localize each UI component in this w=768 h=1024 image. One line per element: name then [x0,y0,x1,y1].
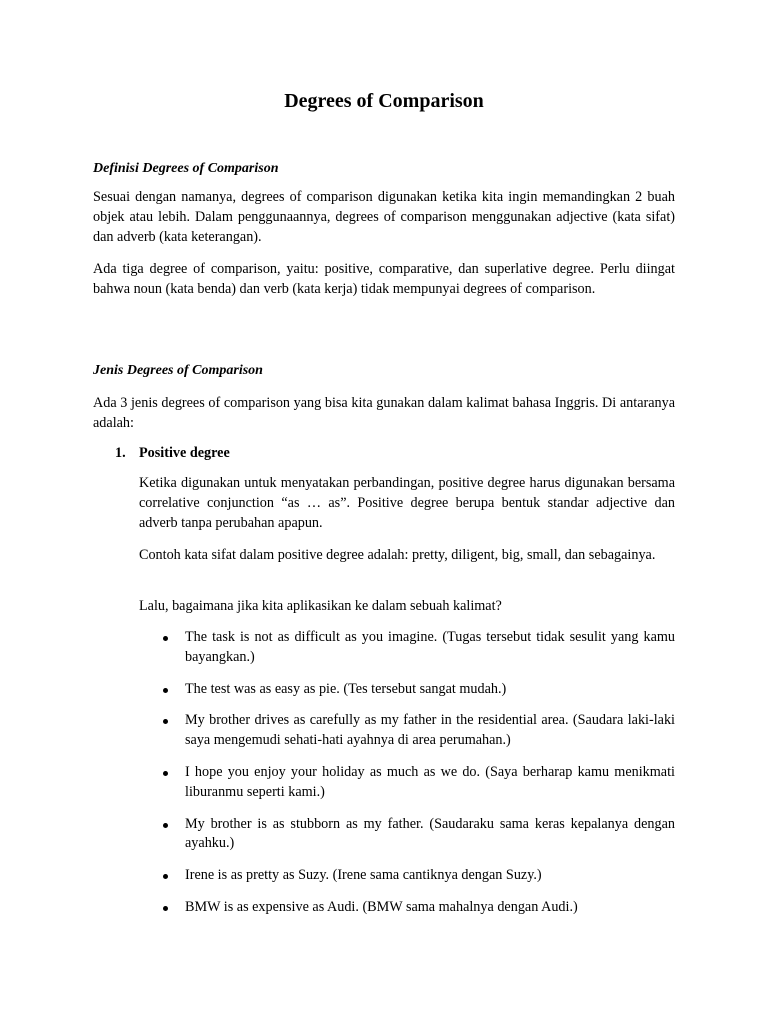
bullet-icon [163,719,168,724]
item-number: 1. [115,445,126,461]
bullet-icon [163,771,168,776]
item-label: Positive degree [139,445,230,461]
list-item [163,711,675,751]
list-item [163,628,675,668]
positive-paragraph-3: Lalu, bagaimana jika kita aplikasikan ke dalam sebuah kalimat? [139,598,502,614]
positive-paragraph-1: Ketika digunakan untuk menyatakan perbandingan, positive degree harus digunakan bersama correlative conjunction “as … as”. Positive degree berupa bentuk standar adjective dan adverb tanpa perubahan apapun. [139,475,675,531]
list-item [163,815,675,855]
list-item [163,680,675,700]
section-heading-definisi: Definisi Degrees of Comparison [93,161,279,176]
list-item-text: BMW is as expensive as Audi. (BMW sama mahalnya dengan Audi.) [185,898,578,915]
list-item-text: The task is not as difficult as you imagine. (Tugas tersebut tidak sesulit yang kamu bayangkan.) [185,629,675,665]
section-heading-jenis: Jenis Degrees of Comparison [93,363,263,378]
list-item-text: I hope you enjoy your holiday as much as we do. (Saya berharap kamu menikmati liburanmu seperti kami.) [185,763,675,800]
list-item [163,763,675,803]
bullet-icon [163,874,168,879]
positive-paragraph-2: Contoh kata sifat dalam positive degree adalah: pretty, diligent, big, small, dan sebagainya. [139,547,656,563]
list-item-text: The test was as easy as pie. (Tes tersebut sangat mudah.) [185,680,507,697]
example-list [163,628,675,930]
page-title: Degrees of Comparison [284,90,484,112]
definisi-paragraph-1: Sesuai dengan namanya, degrees of comparison digunakan ketika kita ingin memandingkan 2 buah objek atau lebih. Dalam penggunaannya, degrees of comparison menggunakan adjective (kata sifat) dan adverb (kata keterangan). [93,189,675,245]
bullet-icon [163,636,168,641]
bullet-icon [163,688,168,693]
list-item-text: My brother drives as carefully as my father in the residential area. (Saudara laki-laki saya mengemudi sehati-hati ayahnya di area perumahan.) [185,712,675,749]
list-item-text: Irene is as pretty as Suzy. (Irene sama cantiknya dengan Suzy.) [185,867,542,884]
definisi-paragraph-2: Ada tiga degree of comparison, yaitu: positive, comparative, dan superlative degree. Perlu diingat bahwa noun (kata benda) dan verb (kata kerja) tidak mempunyai degrees of comparison. [93,261,675,297]
bullet-icon [163,906,168,911]
jenis-intro-paragraph: Ada 3 jenis degrees of comparison yang bisa kita gunakan dalam kalimat bahasa Inggris. Di antaranya adalah: [93,395,675,431]
list-item-text: My brother is as stubborn as my father. (Saudaraku sama keras kepalanya dengan ayahku.) [185,815,675,852]
list-item [163,898,675,918]
bullet-icon [163,823,168,828]
list-item [163,866,675,886]
numbered-item-positive-degree [115,444,675,462]
